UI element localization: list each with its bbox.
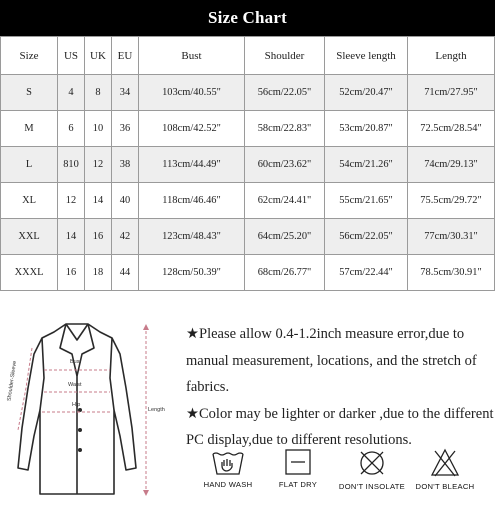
header-us: US (58, 37, 85, 75)
table-cell: 113cm/44.49" (139, 147, 245, 183)
care-item-dont-bleach (414, 448, 476, 500)
table-cell: M (1, 111, 58, 147)
header-length: Length (408, 37, 495, 75)
table-cell: 54cm/21.26" (325, 147, 408, 183)
color-note: ★Color may be lighter or darker ,due to the different PC display,due to different resolutions. (186, 405, 494, 448)
table-cell: XXXL (1, 255, 58, 291)
measure-error-note: ★Please allow 0.4-1.2inch measure error,due to manual measurement, locations, and the stretch of fabrics. (186, 326, 477, 395)
table-cell: XL (1, 183, 58, 219)
table-cell: 71cm/27.95" (408, 75, 495, 111)
table-cell: 18 (85, 255, 112, 291)
table-row (1, 219, 495, 255)
table-cell: 53cm/20.87" (325, 111, 408, 147)
do-not-bleach-icon (430, 448, 460, 478)
header-eu: EU (112, 37, 139, 75)
table-cell: 40 (112, 183, 139, 219)
care-label: FLAT DRY (278, 480, 318, 489)
table-cell: 44 (112, 255, 139, 291)
table-header-row (1, 37, 495, 75)
waist-label: Waist (68, 382, 82, 388)
table-row (1, 75, 495, 111)
table-cell: 68cm/26.77" (245, 255, 325, 291)
table-row (1, 111, 495, 147)
table-cell: 14 (85, 183, 112, 219)
table-cell: 10 (85, 111, 112, 147)
table-cell: 16 (85, 219, 112, 255)
table-cell: 4 (58, 75, 85, 111)
care-label: DON'T INSOLATE (338, 482, 406, 491)
length-label: Length (148, 407, 165, 413)
table-cell: 62cm/24.41" (245, 183, 325, 219)
header-sleeve-length: Sleeve length (325, 37, 408, 75)
notes-section (186, 321, 495, 454)
size-chart-title: Size Chart (0, 0, 495, 36)
table-cell: 57cm/22.44" (325, 255, 408, 291)
table-row (1, 147, 495, 183)
table-cell: 36 (112, 111, 139, 147)
table-cell: 14 (58, 219, 85, 255)
care-item-flat-dry (270, 448, 326, 500)
table-cell: 6 (58, 111, 85, 147)
table-cell: XXL (1, 219, 58, 255)
table-cell: 108cm/42.52" (139, 111, 245, 147)
size-chart-table (0, 36, 495, 291)
table-cell: 74cm/29.13" (408, 147, 495, 183)
table-cell: 118cm/46.46" (139, 183, 245, 219)
care-label: HAND WASH (203, 480, 253, 489)
table-cell: 52cm/20.47" (325, 75, 408, 111)
care-label: DON'T BLEACH (415, 482, 475, 491)
header-size: Size (1, 37, 58, 75)
table-cell: 56cm/22.05" (245, 75, 325, 111)
table-cell: 42 (112, 219, 139, 255)
table-cell: 56cm/22.05" (325, 219, 408, 255)
table-cell: 8 (85, 75, 112, 111)
do-not-iron-icon (357, 448, 387, 478)
table-cell: 77cm/30.31" (408, 219, 495, 255)
table-cell: 810 (58, 147, 85, 183)
table-cell: 123cm/48.43" (139, 219, 245, 255)
table-row (1, 183, 495, 219)
table-cell: S (1, 75, 58, 111)
care-item-hand-wash (200, 448, 256, 500)
table-cell: 64cm/25.20" (245, 219, 325, 255)
shoulder-sleeve-label: Shoulder-Sleeve (6, 360, 19, 402)
flat-dry-icon (284, 448, 312, 476)
care-item-dont-insolate (338, 448, 406, 500)
table-cell: 12 (85, 147, 112, 183)
table-row (1, 255, 495, 291)
table-cell: 60cm/23.62" (245, 147, 325, 183)
table-cell: 103cm/40.55" (139, 75, 245, 111)
table-cell: L (1, 147, 58, 183)
header-uk: UK (85, 37, 112, 75)
table-cell: 58cm/22.83" (245, 111, 325, 147)
bust-label: Bust (70, 359, 82, 365)
header-shoulder: Shoulder (245, 37, 325, 75)
coat-measurement-diagram (4, 318, 174, 500)
hand-wash-icon (210, 448, 246, 476)
table-cell: 12 (58, 183, 85, 219)
table-cell: 78.5cm/30.91" (408, 255, 495, 291)
table-cell: 16 (58, 255, 85, 291)
header-bust: Bust (139, 37, 245, 75)
table-cell: 72.5cm/28.54" (408, 111, 495, 147)
hip-label: Hip (72, 402, 81, 408)
table-cell: 55cm/21.65" (325, 183, 408, 219)
table-cell: 34 (112, 75, 139, 111)
table-cell: 128cm/50.39" (139, 255, 245, 291)
table-cell: 75.5cm/29.72" (408, 183, 495, 219)
table-cell: 38 (112, 147, 139, 183)
